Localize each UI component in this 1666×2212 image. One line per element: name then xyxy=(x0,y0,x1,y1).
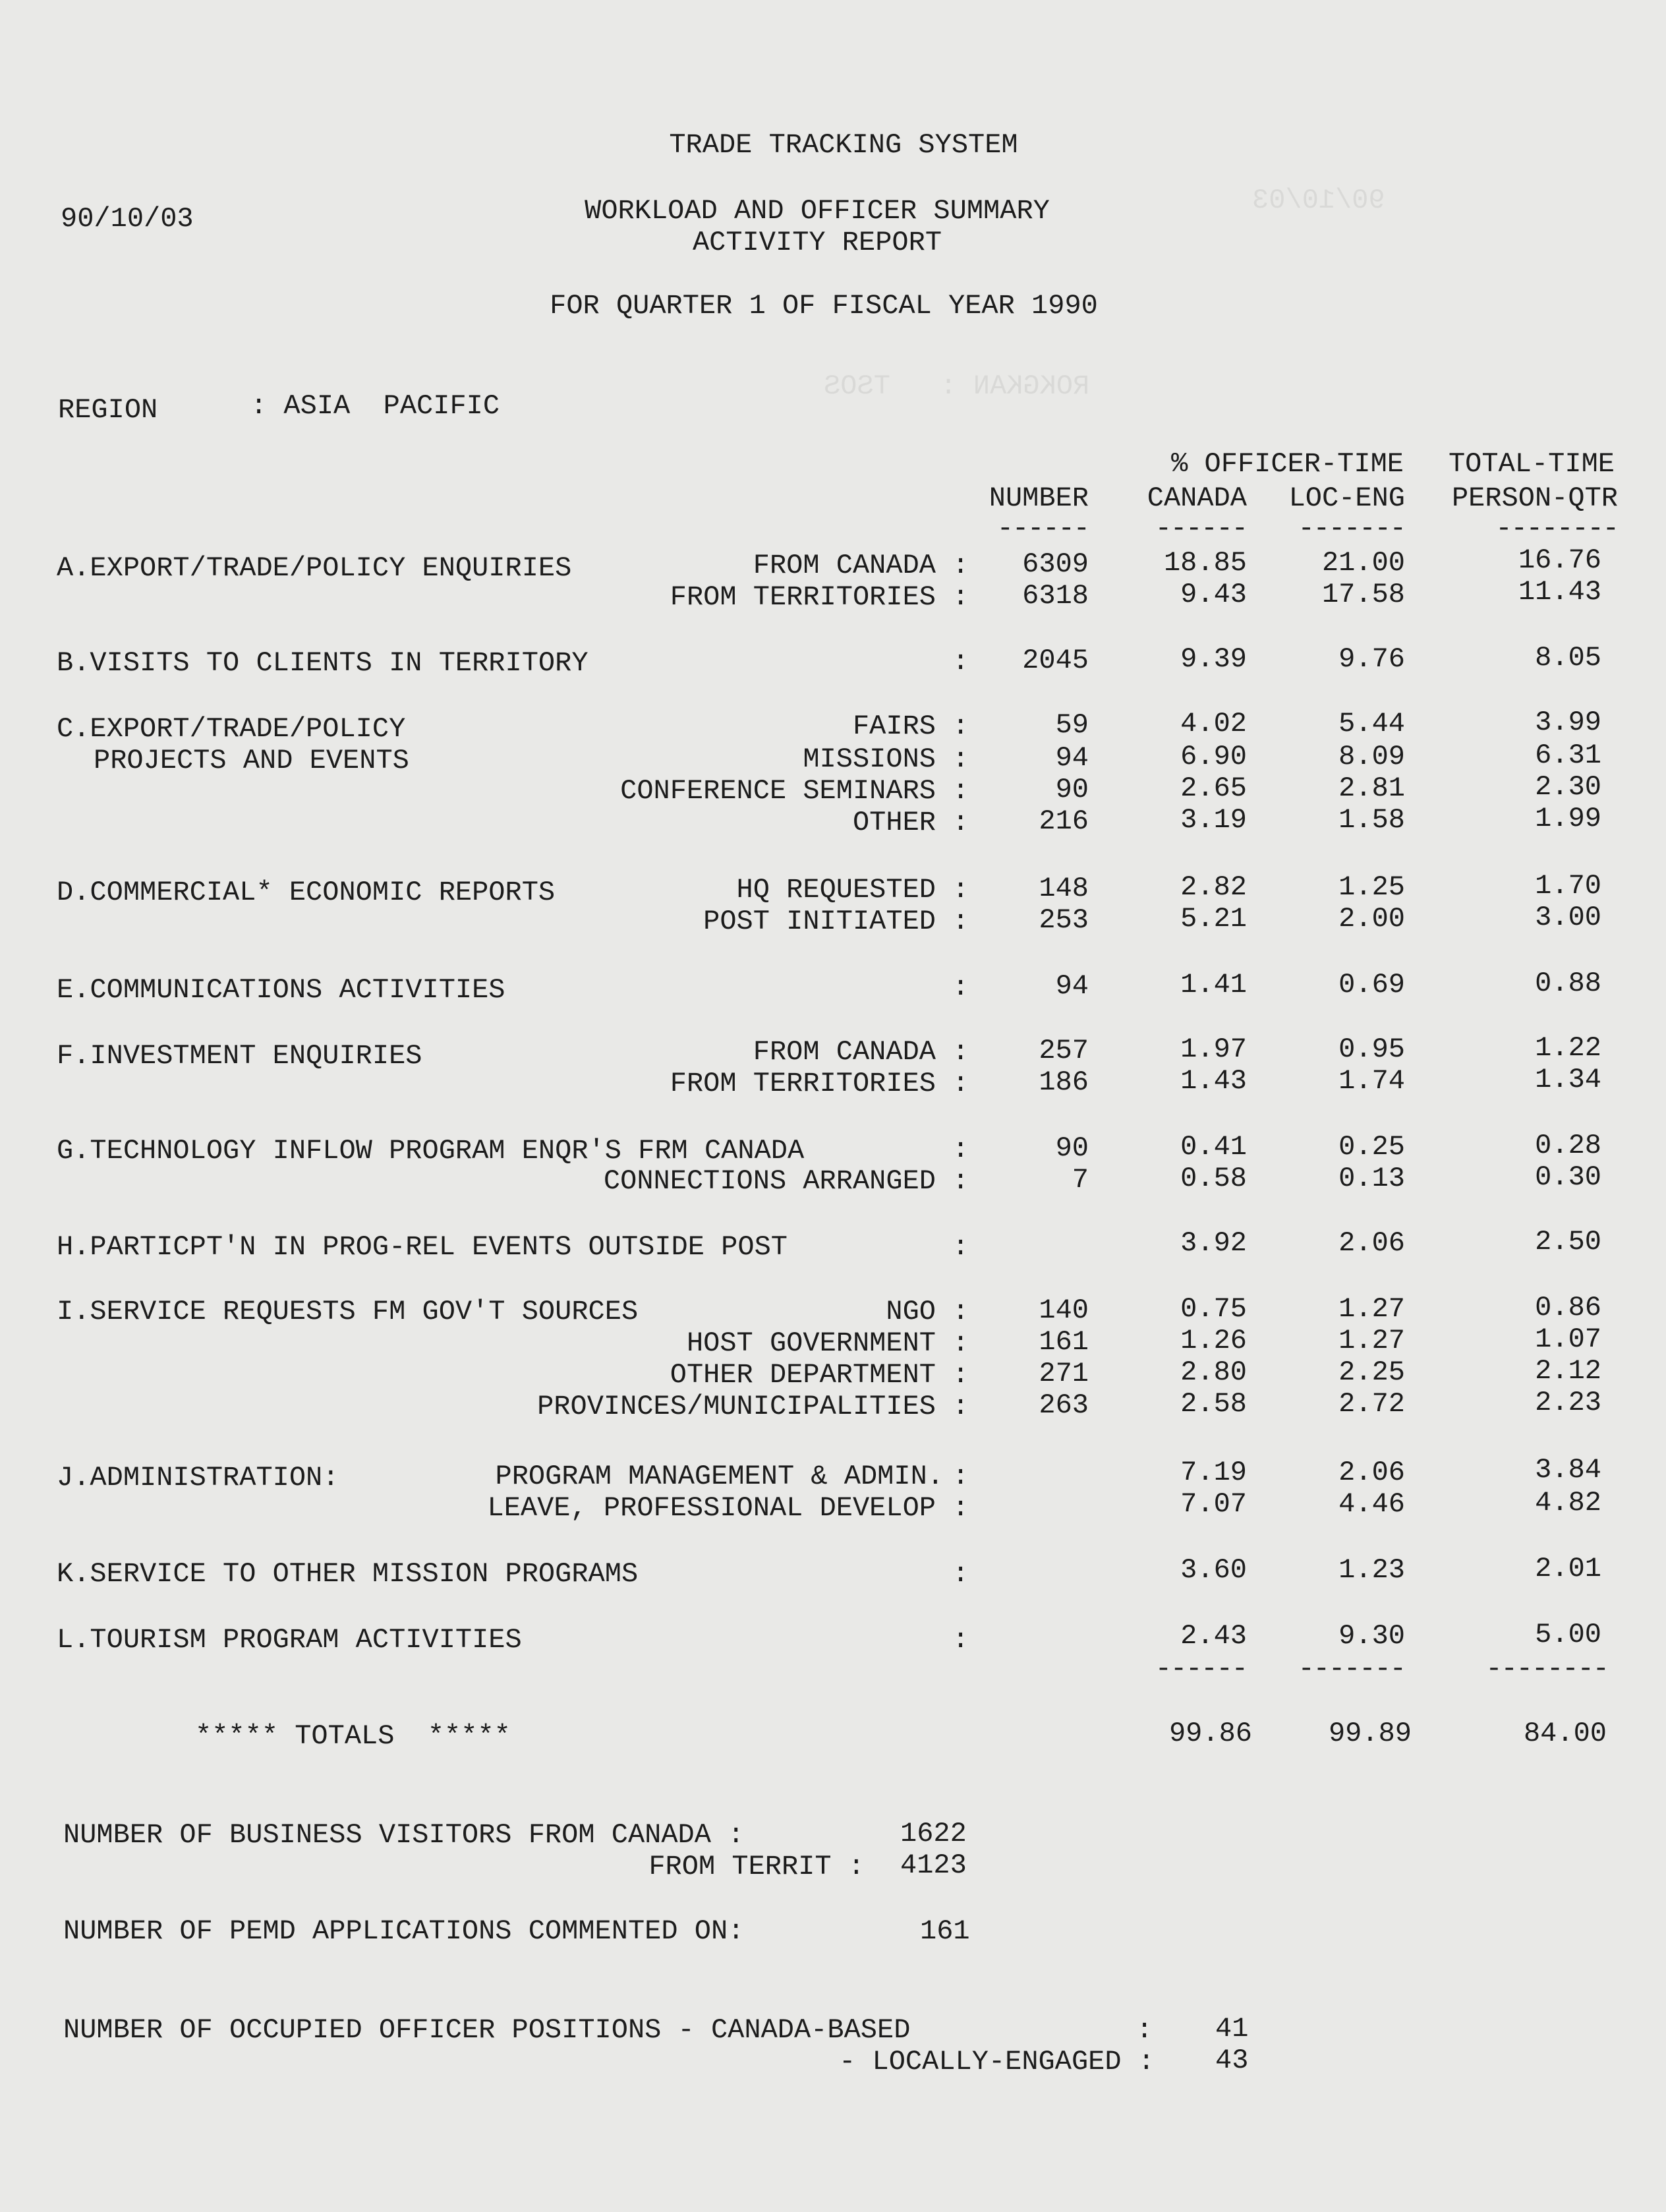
business-visitors-label: NUMBER OF BUSINESS VISITORS FROM CANADA : xyxy=(63,1819,745,1851)
pemd-applications-value: 161 xyxy=(920,1915,970,1947)
cell-loc-eng: 0.69 xyxy=(1338,969,1405,1001)
row-colon: : xyxy=(952,1359,969,1391)
cell-canada: 2.43 xyxy=(1180,1620,1247,1652)
cell-person-qtr: 4.82 xyxy=(1535,1487,1601,1519)
cell-number: 161 xyxy=(1039,1326,1089,1358)
row-sublabel: FAIRS xyxy=(852,711,936,742)
cell-loc-eng: 2.25 xyxy=(1338,1356,1405,1388)
cell-number: 94 xyxy=(1055,742,1089,774)
cell-loc-eng: 0.25 xyxy=(1338,1131,1405,1163)
row-sublabel: CONNECTIONS ARRANGED xyxy=(603,1165,936,1197)
cell-person-qtr: 0.30 xyxy=(1535,1161,1601,1193)
cell-person-qtr: 0.86 xyxy=(1535,1292,1601,1324)
row-sublabel: PROGRAM MANAGEMENT & ADMIN. xyxy=(495,1461,944,1492)
totals-underline-canada: ------ xyxy=(1155,1653,1247,1685)
section-label-continued: PROJECTS AND EVENTS xyxy=(94,745,409,776)
cell-canada: 2.58 xyxy=(1180,1388,1247,1420)
col-underline-person-qtr: -------- xyxy=(1495,513,1618,544)
section-label: F.INVESTMENT ENQUIRIES xyxy=(57,1040,422,1072)
totals-loc-eng: 99.89 xyxy=(1328,1718,1412,1749)
cell-canada: 2.80 xyxy=(1180,1356,1247,1388)
business-visitors-canada: 1622 xyxy=(900,1818,967,1849)
section-label: B.VISITS TO CLIENTS IN TERRITORY xyxy=(57,647,589,679)
row-colon: : xyxy=(952,874,969,906)
cell-loc-eng: 1.27 xyxy=(1338,1325,1405,1356)
cell-person-qtr: 2.50 xyxy=(1535,1226,1601,1258)
cell-loc-eng: 8.09 xyxy=(1338,741,1405,772)
row-sublabel: CONFERENCE SEMINARS xyxy=(620,775,936,807)
row-colon: : xyxy=(952,550,969,581)
cell-person-qtr: 3.99 xyxy=(1535,707,1601,738)
cell-loc-eng: 9.76 xyxy=(1338,643,1405,675)
cell-person-qtr: 6.31 xyxy=(1535,740,1601,771)
officer-positions-label: NUMBER OF OCCUPIED OFFICER POSITIONS - CANADA-BASED xyxy=(63,2014,911,2046)
cell-number: 257 xyxy=(1039,1035,1089,1066)
row-colon: : xyxy=(952,1134,969,1165)
row-sublabel: HQ REQUESTED xyxy=(736,874,936,906)
totals-canada: 99.86 xyxy=(1168,1718,1252,1749)
row-colon: : xyxy=(952,581,969,613)
cell-loc-eng: 0.13 xyxy=(1338,1163,1405,1194)
cell-number: 2045 xyxy=(1022,645,1089,676)
cell-loc-eng: 2.06 xyxy=(1338,1227,1405,1259)
cell-number: 90 xyxy=(1055,774,1089,805)
row-sublabel: FROM TERRITORIES xyxy=(670,581,936,613)
cell-canada: 6.90 xyxy=(1180,741,1247,772)
cell-loc-eng: 21.00 xyxy=(1321,547,1405,579)
row-sublabel: OTHER xyxy=(852,807,936,838)
row-colon: : xyxy=(952,646,969,678)
cell-canada: 1.43 xyxy=(1180,1065,1247,1097)
region-value: : ASIA PACIFIC xyxy=(250,390,500,422)
cell-number: 253 xyxy=(1039,904,1089,936)
cell-loc-eng: 2.06 xyxy=(1338,1457,1405,1488)
cell-canada: 7.07 xyxy=(1180,1488,1247,1520)
cell-person-qtr: 1.70 xyxy=(1535,870,1601,902)
row-colon: : xyxy=(952,711,969,742)
col-header-person-qtr: PERSON-QTR xyxy=(1451,482,1618,514)
cell-person-qtr: 0.88 xyxy=(1535,968,1601,999)
row-colon: : xyxy=(952,807,969,838)
business-visitors-territ-label: FROM TERRIT : xyxy=(648,1851,865,1882)
cell-canada: 1.26 xyxy=(1180,1325,1247,1356)
col-underline-number: ------ xyxy=(996,513,1089,544)
section-label: I.SERVICE REQUESTS FM GOV'T SOURCES xyxy=(57,1296,639,1327)
cell-loc-eng: 2.00 xyxy=(1338,903,1405,935)
cell-canada: 0.41 xyxy=(1180,1131,1247,1163)
row-colon: : xyxy=(952,1461,969,1492)
cell-loc-eng: 1.74 xyxy=(1338,1065,1405,1097)
totals-underline-loc-eng: ------- xyxy=(1298,1653,1405,1685)
officer-positions-colon: : xyxy=(1136,2014,1153,2046)
cell-canada: 2.65 xyxy=(1180,772,1247,804)
row-colon: : xyxy=(952,1492,969,1524)
row-colon: : xyxy=(952,1068,969,1099)
report-title: WORKLOAD AND OFFICER SUMMARY xyxy=(585,195,1050,227)
cell-person-qtr: 5.00 xyxy=(1535,1619,1601,1650)
cell-canada: 3.19 xyxy=(1180,804,1247,836)
cell-loc-eng: 4.46 xyxy=(1338,1488,1405,1520)
report-subtitle: ACTIVITY REPORT xyxy=(692,227,942,258)
cell-number: 263 xyxy=(1039,1389,1089,1421)
cell-number: 140 xyxy=(1039,1295,1089,1326)
section-label: K.SERVICE TO OTHER MISSION PROGRAMS xyxy=(57,1558,639,1590)
cell-loc-eng: 1.25 xyxy=(1338,871,1405,903)
cell-loc-eng: 5.44 xyxy=(1338,708,1405,740)
cell-loc-eng: 1.58 xyxy=(1338,804,1405,836)
col-header-loc-eng: LOC-ENG xyxy=(1288,482,1405,514)
col-underline-canada: ------ xyxy=(1155,513,1247,544)
cell-person-qtr: 1.34 xyxy=(1535,1064,1601,1095)
row-colon: : xyxy=(952,1296,969,1327)
cell-loc-eng: 1.23 xyxy=(1338,1554,1405,1586)
row-colon: : xyxy=(952,743,969,775)
cell-canada: 7.19 xyxy=(1180,1457,1247,1488)
col-header-number: NUMBER xyxy=(989,482,1089,514)
cell-loc-eng: 17.58 xyxy=(1321,579,1405,610)
system-title: TRADE TRACKING SYSTEM xyxy=(669,129,1018,161)
section-label: E.COMMUNICATIONS ACTIVITIES xyxy=(57,974,505,1006)
cell-number: 6318 xyxy=(1022,580,1089,612)
cell-person-qtr: 11.43 xyxy=(1518,576,1601,608)
section-label: J.ADMINISTRATION: xyxy=(57,1462,339,1494)
report-period: FOR QUARTER 1 OF FISCAL YEAR 1990 xyxy=(550,290,1098,322)
row-colon: : xyxy=(952,1036,969,1068)
cell-loc-eng: 9.30 xyxy=(1338,1620,1405,1652)
cell-person-qtr: 2.30 xyxy=(1535,771,1601,803)
cell-person-qtr: 3.00 xyxy=(1535,902,1601,933)
row-sublabel: MISSIONS xyxy=(803,743,936,775)
row-colon: : xyxy=(952,775,969,807)
officer-positions-canada: 41 xyxy=(1215,2013,1249,2045)
cell-person-qtr: 16.76 xyxy=(1518,544,1601,576)
cell-canada: 1.41 xyxy=(1180,969,1247,1001)
cell-loc-eng: 2.72 xyxy=(1338,1388,1405,1420)
cell-canada: 0.58 xyxy=(1180,1163,1247,1194)
cell-loc-eng: 1.27 xyxy=(1338,1293,1405,1325)
totals-label: ***** TOTALS ***** xyxy=(195,1720,511,1752)
cell-canada: 2.82 xyxy=(1180,871,1247,903)
section-label: H.PARTICPT'N IN PROG-REL EVENTS OUTSIDE POST xyxy=(57,1231,788,1263)
row-sublabel: PROVINCES/MUNICIPALITIES xyxy=(537,1391,936,1422)
bleed-through-artifact: 90/10/03 xyxy=(1252,185,1385,216)
cell-canada: 5.21 xyxy=(1180,903,1247,935)
cell-number: 148 xyxy=(1039,873,1089,904)
row-colon: : xyxy=(952,1558,969,1590)
cell-number: 271 xyxy=(1039,1358,1089,1389)
section-label: C.EXPORT/TRADE/POLICY xyxy=(57,713,406,745)
row-sublabel: POST INITIATED xyxy=(703,906,936,937)
row-colon: : xyxy=(952,1165,969,1197)
row-colon: : xyxy=(952,906,969,937)
report-date: 90/10/03 xyxy=(61,203,194,235)
region-label: REGION xyxy=(58,394,158,426)
row-sublabel: HOST GOVERNMENT xyxy=(686,1327,936,1359)
cell-loc-eng: 0.95 xyxy=(1338,1033,1405,1065)
cell-person-qtr: 1.22 xyxy=(1535,1032,1601,1064)
officer-positions-local: 43 xyxy=(1215,2045,1249,2076)
cell-number: 216 xyxy=(1039,805,1089,837)
cell-canada: 1.97 xyxy=(1180,1033,1247,1065)
row-sublabel: NGO xyxy=(886,1296,936,1327)
cell-loc-eng: 2.81 xyxy=(1338,772,1405,804)
section-label: D.COMMERCIAL* ECONOMIC REPORTS xyxy=(57,877,556,908)
cell-canada: 3.60 xyxy=(1180,1554,1247,1586)
cell-canada: 9.39 xyxy=(1180,643,1247,675)
cell-canada: 4.02 xyxy=(1180,708,1247,740)
section-label: G.TECHNOLOGY INFLOW PROGRAM ENQR'S FRM CANADA xyxy=(57,1135,805,1167)
row-colon: : xyxy=(952,1624,969,1656)
row-sublabel: FROM TERRITORIES xyxy=(670,1068,936,1099)
row-sublabel: FROM CANADA xyxy=(753,1036,936,1068)
bleed-through-artifact: ROKGKAN : TSOS xyxy=(824,370,1090,402)
row-colon: : xyxy=(952,1391,969,1422)
cell-person-qtr: 2.23 xyxy=(1535,1387,1601,1418)
cell-number: 94 xyxy=(1055,970,1089,1002)
cell-person-qtr: 8.05 xyxy=(1535,642,1601,674)
cell-person-qtr: 1.07 xyxy=(1535,1324,1601,1355)
section-label: A.EXPORT/TRADE/POLICY ENQUIRIES xyxy=(57,552,572,584)
totals-underline-person-qtr: -------- xyxy=(1485,1653,1608,1685)
totals-person-qtr: 84.00 xyxy=(1523,1718,1607,1749)
cell-person-qtr: 2.01 xyxy=(1535,1553,1601,1585)
cell-number: 6309 xyxy=(1022,548,1089,580)
row-colon: : xyxy=(952,1327,969,1359)
row-colon: : xyxy=(952,972,969,1003)
row-sublabel: OTHER DEPARTMENT xyxy=(670,1359,936,1391)
cell-canada: 3.92 xyxy=(1180,1227,1247,1259)
cell-canada: 9.43 xyxy=(1180,579,1247,610)
cell-person-qtr: 1.99 xyxy=(1535,803,1601,834)
officer-positions-local-label: - LOCALLY-ENGAGED : xyxy=(839,2046,1155,2078)
cell-number: 7 xyxy=(1072,1164,1089,1196)
business-visitors-territ: 4123 xyxy=(900,1849,967,1881)
row-sublabel: LEAVE, PROFESSIONAL DEVELOP xyxy=(487,1492,936,1524)
pemd-applications-label: NUMBER OF PEMD APPLICATIONS COMMENTED ON: xyxy=(63,1915,745,1947)
row-sublabel: FROM CANADA xyxy=(753,550,936,581)
col-header-canada: CANADA xyxy=(1147,482,1247,514)
cell-person-qtr: 2.12 xyxy=(1535,1355,1601,1387)
cell-number: 59 xyxy=(1055,709,1089,741)
col-header-pct-officer-time: % OFFICER-TIME xyxy=(1171,448,1404,480)
cell-number: 186 xyxy=(1039,1066,1089,1098)
col-underline-loc-eng: ------- xyxy=(1298,513,1405,544)
col-header-total-time: TOTAL-TIME xyxy=(1448,448,1615,480)
cell-person-qtr: 3.84 xyxy=(1535,1454,1601,1486)
cell-canada: 18.85 xyxy=(1163,547,1247,579)
cell-person-qtr: 0.28 xyxy=(1535,1130,1601,1161)
section-label: L.TOURISM PROGRAM ACTIVITIES xyxy=(57,1624,522,1656)
cell-canada: 0.75 xyxy=(1180,1293,1247,1325)
cell-number: 90 xyxy=(1055,1132,1089,1164)
row-colon: : xyxy=(952,1231,969,1263)
